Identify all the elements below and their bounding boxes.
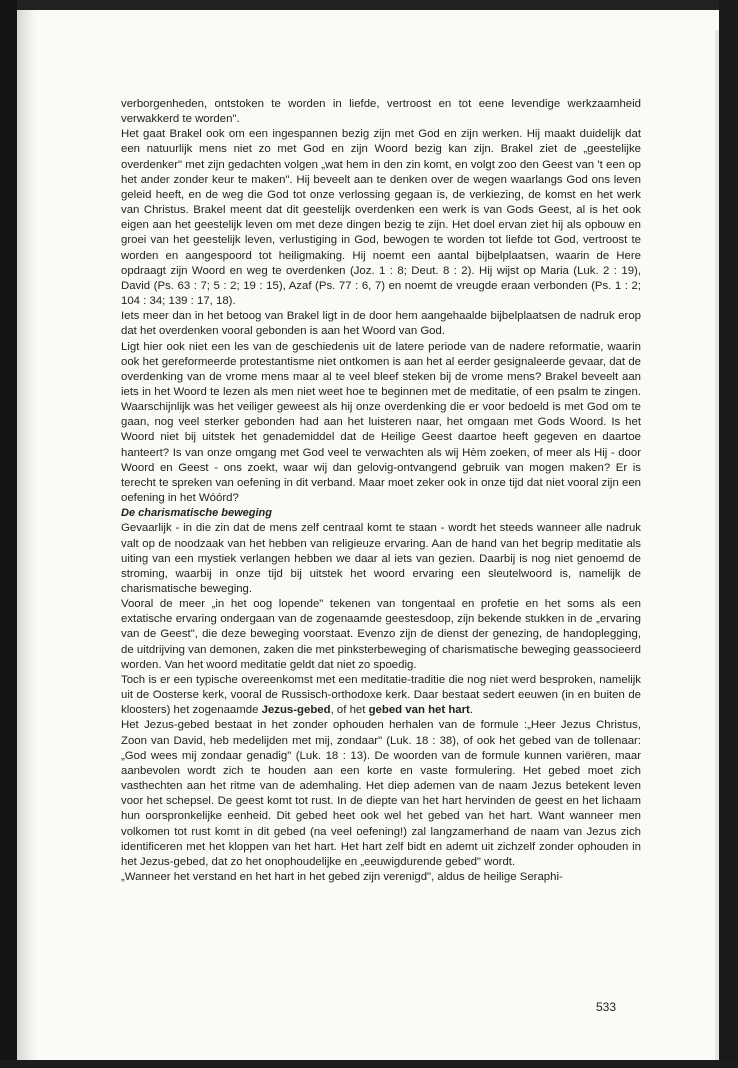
paragraph-3: Iets meer dan in het betoog van Brakel ligt in de door hem aangehaalde bijbelplaatsen de nadruk erop dat het overdenken vooral gebonden is aan het Woord van God. — [121, 310, 641, 338]
paragraph-7-text-b: , of het — [330, 704, 369, 717]
paragraph-4: Ligt hier ook niet een les van de geschiedenis uit de latere periode van de nadere reformatie, waarin ook het gereformeerde protestantisme niet ontkomen is aan het al eerder gesignaleerde gevaar, dat de overdenking van de vrome mens maar al te veel bleef steken bij de vrome mens? Brakel beveelt aan iets in het Woord te lezen als men niet weet hoe te beginnen met de meditatie, of een psalm te zingen. Waarschijnlijk was het veiliger geweest als hij onze overdenking die er voor bedoeld is met God om te gaan, nog veel sterker gebonden had aan het luisteren naar, het omgaan met Gods Woord. Is het Woord niet bij uitstek het genademiddel dat de Heilige Geest daartoe heeft gegeven en daartoe hanteert? Is van onze omgang met God veel te verwachten als wij Hèm zoeken, of meer als Hij - door Woord en Geest - ons zoekt, waar wij dan gelovig-ontvangend gebruik van mogen maken? Er is terecht te spreken van oefening in dit verband. Maar moet zeker ook in onze tijd dat niet vooral zijn een oefening in het Wóórd? — [121, 340, 641, 505]
scan-edge-right — [719, 0, 738, 1068]
paragraph-1: verborgenheden, ontstoken te worden in liefde, vertroost en tot eene levendige werkzaamheid verwakkerd te worden". — [121, 98, 641, 126]
scan-edge-left — [0, 0, 17, 1068]
paragraph-8: Het Jezus-gebed bestaat in het zonder ophouden herhalen van de formule :„Heer Jezus Christus, Zoon van David, heb medelijden met mij, zondaar" (Luk. 18 : 38), of ook het gebed van de tollenaar: „God wees mij zondaar genadig" (Luk. 18 : 13). De woorden van de formule kunnen variëren, maar aanbevolen wordt zich te houden aan een korte en vaste formulering. Het gebed moet zich vasthechten aan het ritme van de ademhaling. Het diep ademen van de naam Jezus betekent leven voor het schepsel. De geest komt tot rust. In de diepte van het hart hervinden de geest en het lichaam hun oorspronkelijke eenheid. Dit gebed heet ook wel het gebed van het hart. Want wanneer men volkomen tot rust komt in dit gebed (na veel oefening!) zal langzamerhand de naam van Jezus zich identificeren met het kloppen van het hart. Het hart zelf bidt en ademt uit zichzelf zonder ophouden in het Jezus-gebed, dat zo het onophoudelijke en „eeuwigdurende gebed" wordt. — [121, 719, 641, 868]
body-text — [121, 97, 641, 885]
term-jezus-gebed: Jezus-gebed — [261, 704, 331, 717]
paragraph-5: Gevaarlijk - in die zin dat de mens zelf centraal komt te staan - wordt het steeds wanneer alle nadruk valt op de noodzaak van het hebben van religieuze ervaring. Aan de hand van het begrip meditatie als uiting van een mystiek verlangen hebben we daar al iets van gezien. Daarbij is nog niet genoemd de stroming, waarbij in onze tijd bij uitstek het woord ervaring een sleutelwoord is, namelijk de charismatische beweging. — [121, 522, 641, 595]
paragraph-6: Vooral de meer „in het oog lopende" tekenen van tongentaal en profetie en het soms als een extatische ervaring ondergaan van de zogenaamde geestesdoop, zijn bekende stukken in de „ervaring van de Geest", die deze beweging voorstaat. Evenzo zijn de dienst der genezing, de handoplegging, de uitdrijving van demonen, zaken die met pinksterbeweging of charismatische beweging geassocieerd worden. Van het woord meditatie geldt dat niet zo spoedig. — [121, 598, 641, 671]
paragraph-7-text-c: . — [469, 704, 474, 717]
page-number: 533 — [596, 1000, 617, 1014]
scan-edge-top — [0, 0, 738, 10]
paragraph-7-text-a: Toch is er een typische overeenkomst met een meditatie-traditie die nog niet werd besproken, namelijk uit de Oosterse kerk, vooral de Russisch-orthodoxe kerk. Daar bestaat sedert eeuwen (in en buiten de kloosters) het zogenaamde — [121, 673, 641, 717]
paragraph-2: Het gaat Brakel ook om een ingespannen bezig zijn met God en zijn werken. Hij maakt duidelijk dat een natuurlijk mens niet zo met God en zijn Woord bezig kan zijn. Brakel ziet de „geestelijke overdenker" met zijn gedachten volgen „wat hem in den zin komt, en volgt zoo den Geest van 't een op het ander zonder keur te maken". Hij beveelt aan te denken over de wegen waarlangs God ons leven geleid heeft, en de weg die God tot onze verlossing gegaan is, de verkiezing, de komst en het werk van Christus. Brakel meent dat dit geestelijk overdenken een werk is van Gods Geest, al is het ook eigen aan het geestelijk leven om met deze dingen bezig te zijn. Het doel ervan ziet hij als opbouw en groei van het geestelijk leven, verlustiging in God, bewogen te worden tot liefde tot God, vertroost te worden en aangespoord tot heiligmaking. Hij noemt een aantal bijbelplaatsen, waarin de Here opdraagt zijn Woord en weg te overdenken (Joz. 1 : 8; Deut. 8 : 2). Hij wijst op Maria (Luk. 2 : 19), David (Ps. 63 : 7; 5 : 2; 19 : 15), Azaf (Ps. 77 : 6, 7) en noemt de vreugde eraan verbonden (Ps. 1 : 2; 104 : 34; 139 : 17, 18). — [121, 128, 641, 308]
paragraph-7 — [121, 673, 641, 718]
section-heading: De charismatische beweging — [121, 507, 272, 520]
paragraph-9: „Wanneer het verstand en het hart in het gebed zijn verenigd", aldus de heilige Seraphi- — [121, 870, 563, 883]
scan-edge-bottom — [0, 1060, 738, 1068]
term-gebed-van-het-hart: gebed van het hart — [368, 704, 470, 717]
page-fold-shadow — [17, 6, 39, 1060]
